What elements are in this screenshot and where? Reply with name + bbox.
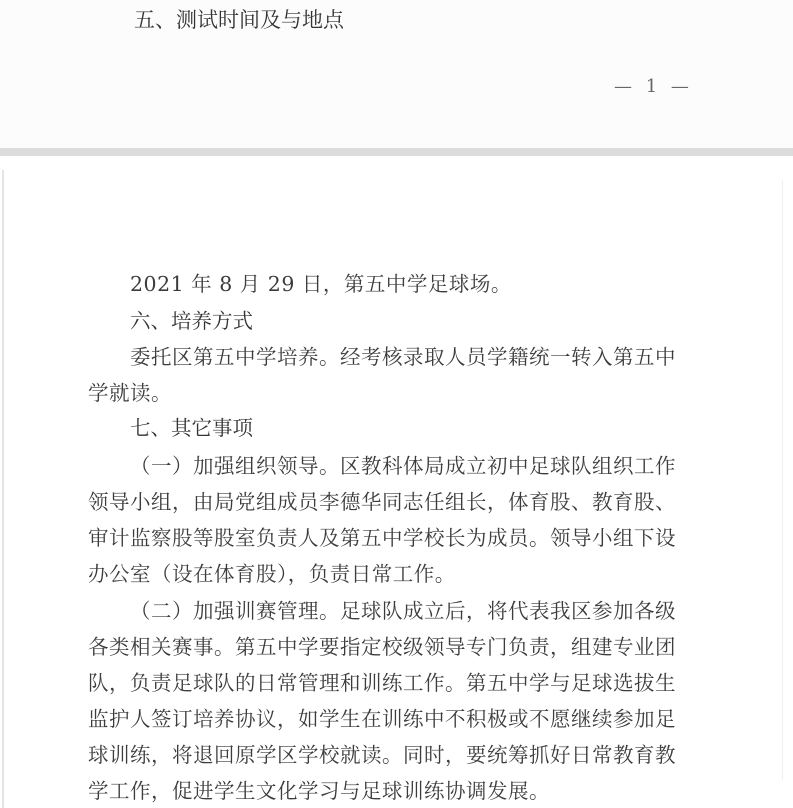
page-number: — 1 — [614, 76, 693, 97]
paragraph-training-management-cont: 队，负责足球队的日常管理和训练工作。第五中学与足球选拔生 [88, 671, 676, 695]
section-heading-5: 五、测试时间及与地点 [134, 8, 344, 32]
paragraph-training-management-cont: 监护人签订培养协议，如学生在训练中不积极或不愿继续参加足 [88, 707, 676, 731]
paragraph-training-management: （二）加强训赛管理。足球队成立后，将代表我区参加各级 [130, 599, 676, 623]
document-page-1 [0, 0, 793, 148]
page-edge [2, 170, 4, 808]
paragraph-training-method-cont: 学就读。 [88, 381, 172, 405]
paragraph-organization-cont: 领导小组，由局党组成员李德华同志任组长，体育股、教育股、 [88, 490, 676, 514]
paragraph-organization-cont: 审计监察股等股室负责人及第五中学校长为成员。领导小组下设 [88, 526, 676, 550]
paragraph-organization-cont: 办公室（设在体育股），负责日常工作。 [88, 562, 456, 586]
paragraph-training-method: 委托区第五中学培养。经考核录取人员学籍统一转入第五中 [130, 345, 676, 369]
paragraph-training-management-cont: 学工作，促进学生文化学习与足球训练协调发展。 [88, 779, 550, 803]
section-heading-7: 七、其它事项 [130, 416, 253, 440]
page-edge [782, 180, 783, 780]
paragraph-training-management-cont: 各类相关赛事。第五中学要指定校级领导专门负责，组建专业团 [88, 635, 676, 659]
paragraph-date-location: 2021 年 8 月 29 日，第五中学足球场。 [130, 272, 512, 296]
section-heading-6: 六、培养方式 [130, 309, 253, 333]
paragraph-training-management-cont: 球训练，将退回原学区学校就读。同时，要统筹抓好日常教育教 [88, 743, 676, 767]
paragraph-organization: （一）加强组织领导。区教科体局成立初中足球队组织工作 [130, 454, 676, 478]
page-separator [0, 148, 793, 156]
